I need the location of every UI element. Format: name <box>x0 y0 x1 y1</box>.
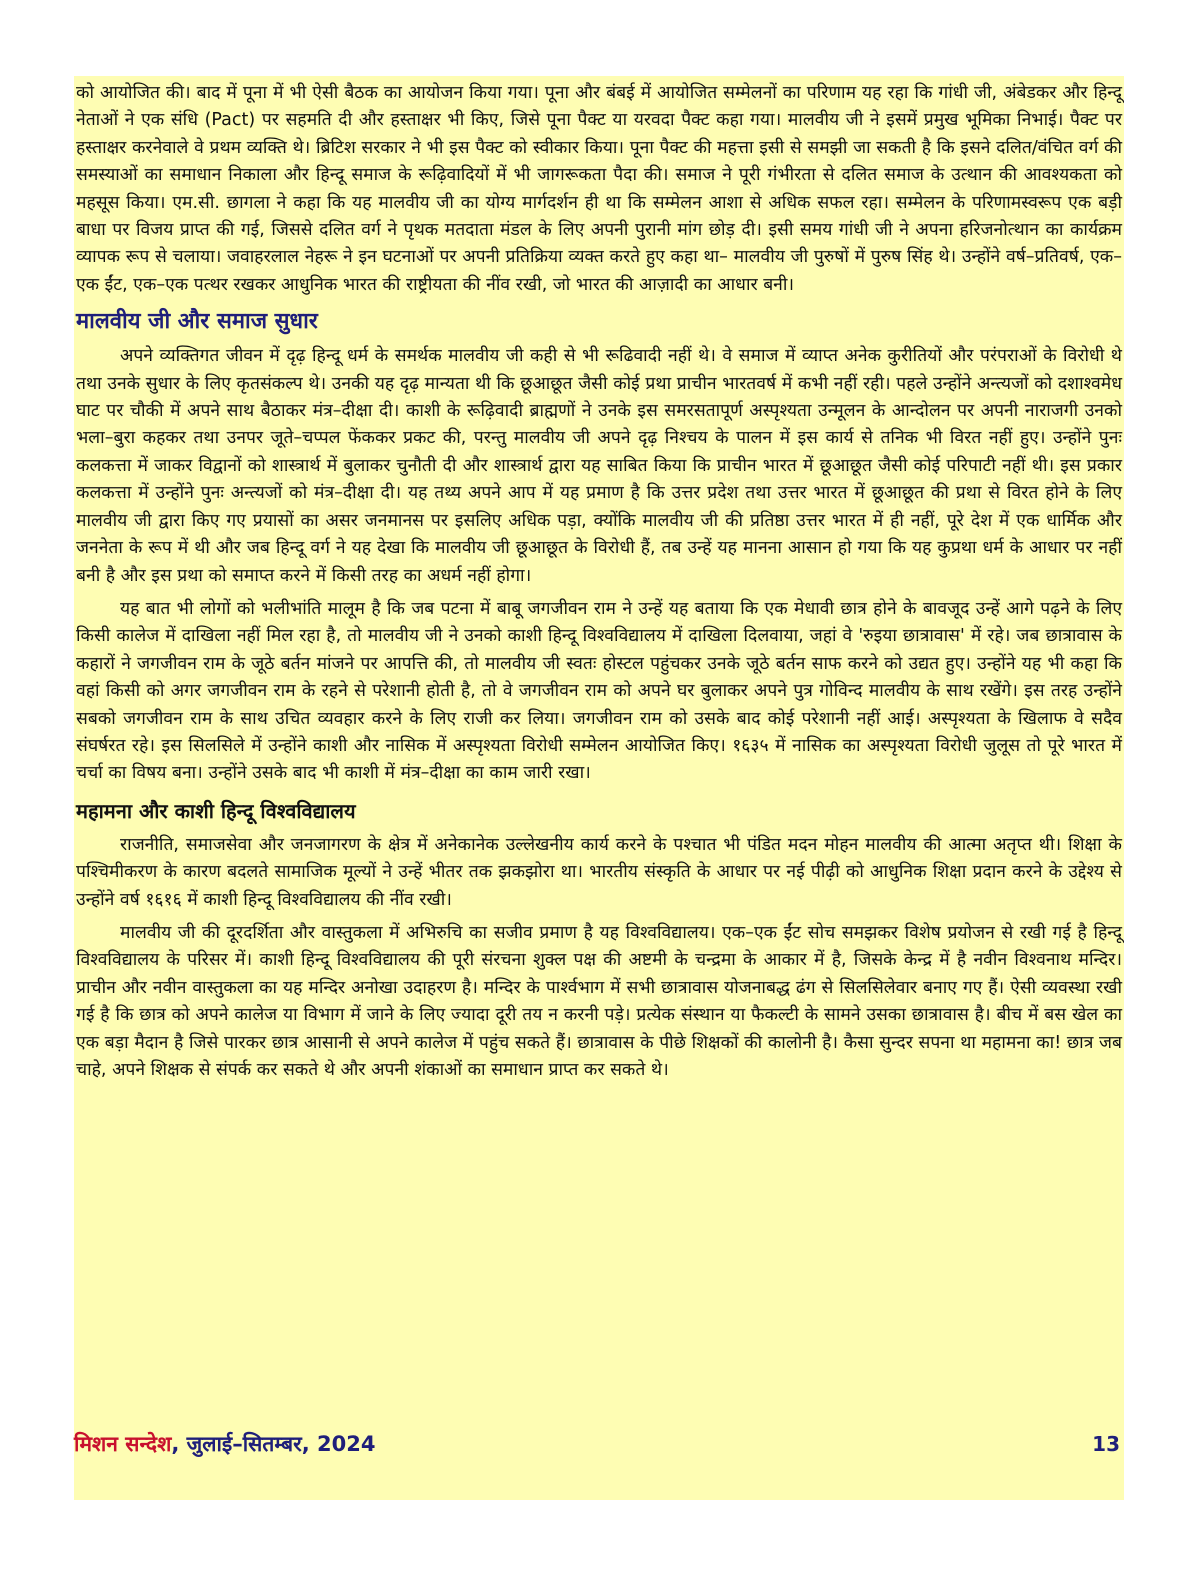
article-content <box>74 76 1124 1084</box>
section2-paragraph-2: मालवीय जी की दूरदर्शिता और वास्तुकला में अभिरुचि का सजीव प्रमाण है यह विश्वविद्यालय। एक–एक ईंट सोच समझकर विशेष प्रयोजन से रखी गई है हिन्दू विश्वविद्यालय के परिसर में। काशी हिन्दू विश्वविद्यालय की पूरी संरचना शुक्ल पक्ष की अष्टमी के चन्द्रमा के आकार में है, जिसके केन्द्र में है नवीन विश्वनाथ मन्दिर। प्राचीन और नवीन वास्तुकला का यह मन्दिर अनोखा उदाहरण है। मन्दिर के पार्श्वभाग में सभी छात्रावास योजनाबद्ध ढंग से सिलसिलेवार बनाए गए हैं। ऐसी व्यवस्था रखी गई है कि छात्र को अपने कालेज या विभाग में जाने के लिए ज्यादा दूरी तय न करनी पड़े। प्रत्येक संस्थान या फैकल्टी के सामने उसका छात्रावास है। बीच में बस खेल का एक बड़ा मैदान है जिसे पारकर छात्र आसानी से अपने कालेज में पहुंच सकते हैं। छात्रावास के पीछे शिक्षकों की कालोनी है। कैसा सुन्दर सपना था महामना का! छात्र जब चाहे, अपने शिक्षक से संपर्क कर सकते थे और अपनी शंकाओं का समाधान प्राप्त कर सकते थे। <box>76 922 1122 1080</box>
page-footer <box>74 1426 1124 1462</box>
section1-paragraph-2: यह बात भी लोगों को भलीभांति मालूम है कि जब पटना में बाबू जगजीवन राम ने उन्हें यह बताया कि एक मेधावी छात्र होने के बावजूद उन्हें आगे पढ़ने के लिए किसी कालेज में दाखिला नहीं मिल रहा है, तो मालवीय जी ने उनको काशी हिन्दू विश्वविद्यालय में दाखिला दिलवाया, जहां वे 'रुइया छात्रावास' में रहे। जब छात्रावास के कहारों ने जगजीवन राम के जूठे बर्तन मांजने पर आपत्ति की, तो मालवीय जी स्वतः होस्टल पहुंचकर उनके जूठे बर्तन साफ करने को उद्यत हुए। उन्होंने यह भी कहा कि वहां किसी को अगर जगजीवन राम के रहने से परेशानी होती है, तो वे जगजीवन राम को अपने घर बुलाकर अपने पुत्र गोविन्द मालवीय के साथ रखेंगे। इस तरह उन्होंने सबको जगजीवन राम के साथ उचित व्यवहार करने के लिए राजी कर लिया। जगजीवन राम को उसके बाद कोई परेशानी नहीं आई। अस्पृश्यता के खिलाफ वे सदैव संघर्षरत रहे। इस सिलसिले में उन्होंने काशी और नासिक में अस्पृश्यता विरोधी सम्मेलन आयोजित किए। १६३५ में नासिक का अस्पृश्यता विरोधी जुलूस तो पूरे भारत में चर्चा का विषय बना। उन्होंने उसके बाद भी काशी में मंत्र–दीक्षा का काम जारी रखा। <box>76 598 1122 784</box>
page-number: 13 <box>1092 1432 1120 1456</box>
issue-date: , जुलाई–सितम्बर, 2024 <box>171 1432 376 1456</box>
section2-paragraph-1: राजनीति, समाजसेवा और जनजागरण के क्षेत्र में अनेकानेक उल्लेखनीय कार्य करने के पश्चात भी पंडित मदन मोहन मालवीय की आत्मा अतृप्त थी। शिक्षा के पश्चिमीकरण के कारण बदलते सामाजिक मूल्यों ने उन्हें भीतर तक झकझोरा था। भारतीय संस्कृति के आधार पर नई पीढ़ी को आधुनिक शिक्षा प्रदान करने के उद्देश्य से उन्होंने वर्ष १६१६ में काशी हिन्दू विश्वविद्यालय की नींव रखी। <box>76 834 1122 910</box>
magazine-name: मिशन सन्देश <box>74 1432 172 1456</box>
footer-publication <box>74 1430 375 1458</box>
article-page <box>74 76 1124 1500</box>
section-heading-bhu: महामना और काशी हिन्दू विश्वविद्यालय <box>76 798 356 823</box>
intro-paragraph: को आयोजित की। बाद में पूना में भी ऐसी बैठक का आयोजन किया गया। पूना और बंबई में आयोजित सम्मेलनों का परिणाम यह रहा कि गांधी जी, अंबेडकर और हिन्दू नेताओं ने एक संधि (Pact) पर सहमति दी और हस्ताक्षर भी किए, जिसे पूना पैक्ट या यरवदा पैक्ट कहा गया। मालवीय जी ने इसमें प्रमुख भूमिका निभाई। पैक्ट पर हस्ताक्षर करनेवाले वे प्रथम व्यक्ति थे। ब्रिटिश सरकार ने भी इस पैक्ट को स्वीकार किया। पूना पैक्ट की महत्ता इसी से समझी जा सकती है कि इसने दलित/वंचित वर्ग की समस्याओं का समाधान निकाला और हिन्दू समाज के रूढ़िवादियों में भी जागरूकता पैदा की। समाज ने पूरी गंभीरता से दलित समाज के उत्थान की आवश्यकता को महसूस किया। एम.सी. छागला ने कहा कि यह मालवीय जी का योग्य मार्गदर्शन ही था कि सम्मेलन आशा से अधिक सफल रहा। सम्मेलन के परिणामस्वरूप एक बड़ी बाधा पर विजय प्राप्त की गई, जिससे दलित वर्ग ने पृथक मतदाता मंडल के लिए अपनी पुरानी मांग छोड़ दी। इसी समय गांधी जी ने अपना हरिजनोत्थान का कार्यक्रम व्यापक रूप से चलाया। जवाहरलाल नेहरू ने इन घटनाओं पर अपनी प्रतिक्रिया व्यक्त करते हुए कहा था– मालवीय जी पुरुषों में पुरुष सिंह थे। उन्होंने वर्ष–प्रतिवर्ष, एक–एक ईंट, एक–एक पत्थर रखकर आधुनिक भारत की राष्ट्रीयता की नींव रखी, जो भारत की आज़ादी का आधार बनी। <box>76 83 1122 295</box>
section-heading-social-reform: मालवीय जी और समाज सुधार <box>76 309 318 335</box>
section1-paragraph-1: अपने व्यक्तिगत जीवन में दृढ़ हिन्दू धर्म के समर्थक मालवीय जी कही से भी रूढिवादी नहीं थे। वे समाज में व्याप्त अनेक कुरीतियों और परंपराओं के विरोधी थे तथा उनके सुधार के लिए कृतसंकल्प थे। उनकी यह दृढ़ मान्यता थी कि छूआछूत जैसी कोई प्रथा प्राचीन भारतवर्ष में कभी नहीं रही। पहले उन्होंने अन्त्यजों को दशाश्वमेध घाट पर चौकी में अपने साथ बैठाकर मंत्र–दीक्षा दी। काशी के रूढ़िवादी ब्राह्मणों ने उनके इस समरसतापूर्ण अस्पृश्यता उन्मूलन के आन्दोलन पर अपनी नाराजगी उनको भला–बुरा कहकर तथा उनपर जूते–चप्पल फेंककर प्रकट की, परन्तु मालवीय जी अपने दृढ़ निश्चय के पालन में इस कार्य से तनिक भी विरत नहीं हुए। उन्होंने पुनः कलकत्ता में जाकर विद्वानों को शास्त्रार्थ में बुलाकर चुनौती दी और शास्त्रार्थ द्वारा यह साबित किया कि प्राचीन भारत में छूआछूत जैसी कोई परिपाटी नहीं थी। इस प्रकार कलकत्ता में उन्होंने पुनः अन्त्यजों को मंत्र–दीक्षा दी। यह तथ्य अपने आप में यह प्रमाण है कि उत्तर प्रदेश तथा उत्तर भारत में छूआछूत की प्रथा से विरत होने के लिए मालवीय जी द्वारा किए गए प्रयासों का असर जनमानस पर इसलिए अधिक पड़ा, क्योंकि मालवीय जी की प्रतिष्ठा उत्तर भारत में ही नहीं, पूरे देश में एक धार्मिक और जननेता के रूप में थी और जब हिन्दू वर्ग ने यह देखा कि मालवीय जी छूआछूत के विरोधी हैं, तब उन्हें यह मानना आसान हो गया कि यह कुप्रथा धर्म के आधार पर नहीं बनी है और इस प्रथा को समाप्त करने में किसी तरह का अधर्म नहीं होगा। <box>76 346 1122 586</box>
